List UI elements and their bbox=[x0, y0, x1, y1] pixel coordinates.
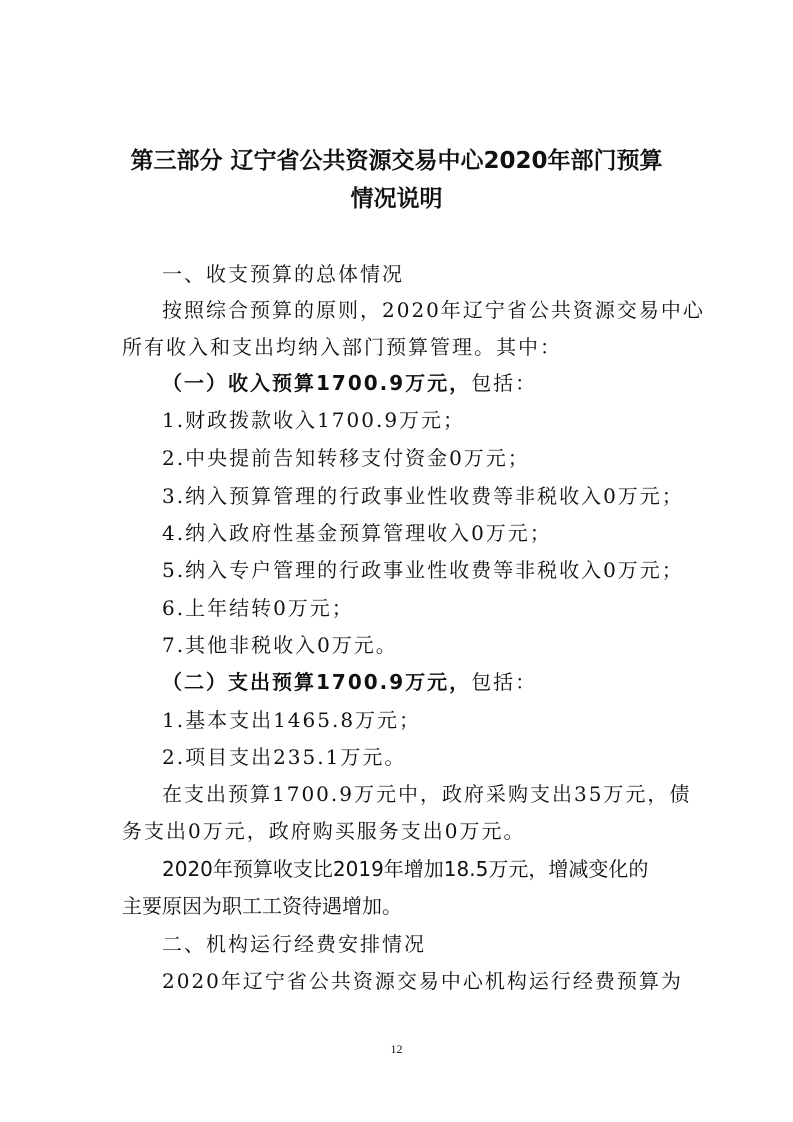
income-item: 6.上年结转0万元； bbox=[162, 596, 354, 620]
expense-item: 1.基本支出1465.8万元； bbox=[162, 708, 422, 732]
income-item: 5.纳入专户管理的行政事业性收费等非税收入0万元； bbox=[162, 558, 684, 582]
page-title-line-2: 情况说明 bbox=[350, 186, 443, 212]
paragraph-1-line-1: 按照综合预算的原则，2020年辽宁省公共资源交易中心 bbox=[162, 298, 705, 322]
income-heading bbox=[162, 367, 537, 396]
income-item: 1.财政拨款收入1700.9万元； bbox=[162, 408, 466, 432]
paragraph-4-line-1: 2020年辽宁省公共资源交易中心机构运行经费预算为 bbox=[162, 969, 683, 993]
paragraph-1-line-2: 所有收入和支出均纳入部门预算管理。其中： bbox=[122, 335, 562, 359]
page-number: 12 bbox=[390, 1042, 403, 1056]
section-heading-1: 一、收支预算的总体情况 bbox=[162, 262, 404, 286]
income-item: 4.纳入政府性基金预算管理收入0万元； bbox=[162, 521, 552, 545]
section-heading-2: 二、机构运行经费安排情况 bbox=[162, 932, 426, 956]
income-item: 3.纳入预算管理的行政事业性收费等非税收入0万元； bbox=[162, 484, 684, 508]
page-title-line-1: 第三部分 辽宁省公共资源交易中心2020年部门预算 bbox=[130, 148, 663, 174]
expense-heading-rest: 包括： bbox=[471, 670, 538, 694]
paragraph-3-line-1: 2020年预算收支比2019年增加18.5万元，增减变化的 bbox=[162, 857, 649, 881]
income-item: 2.中央提前告知转移支付资金0万元； bbox=[162, 446, 530, 470]
expense-item: 2.项目支出235.1万元。 bbox=[162, 745, 407, 769]
expense-heading-bold: （二）支出预算1700.9万元， bbox=[162, 670, 472, 694]
income-item: 7.其他非税收入0万元。 bbox=[162, 633, 398, 657]
income-heading-rest: 包括： bbox=[471, 371, 538, 395]
paragraph-2-line-2: 务支出0万元，政府购买服务支出0万元。 bbox=[122, 819, 526, 843]
expense-heading bbox=[162, 666, 537, 695]
income-heading-bold: （一）收入预算1700.9万元， bbox=[162, 371, 472, 395]
paragraph-3-line-2: 主要原因为职工工资待遇增加。 bbox=[122, 894, 402, 918]
paragraph-2-line-1: 在支出预算1700.9万元中，政府采购支出35万元，债 bbox=[162, 782, 692, 806]
